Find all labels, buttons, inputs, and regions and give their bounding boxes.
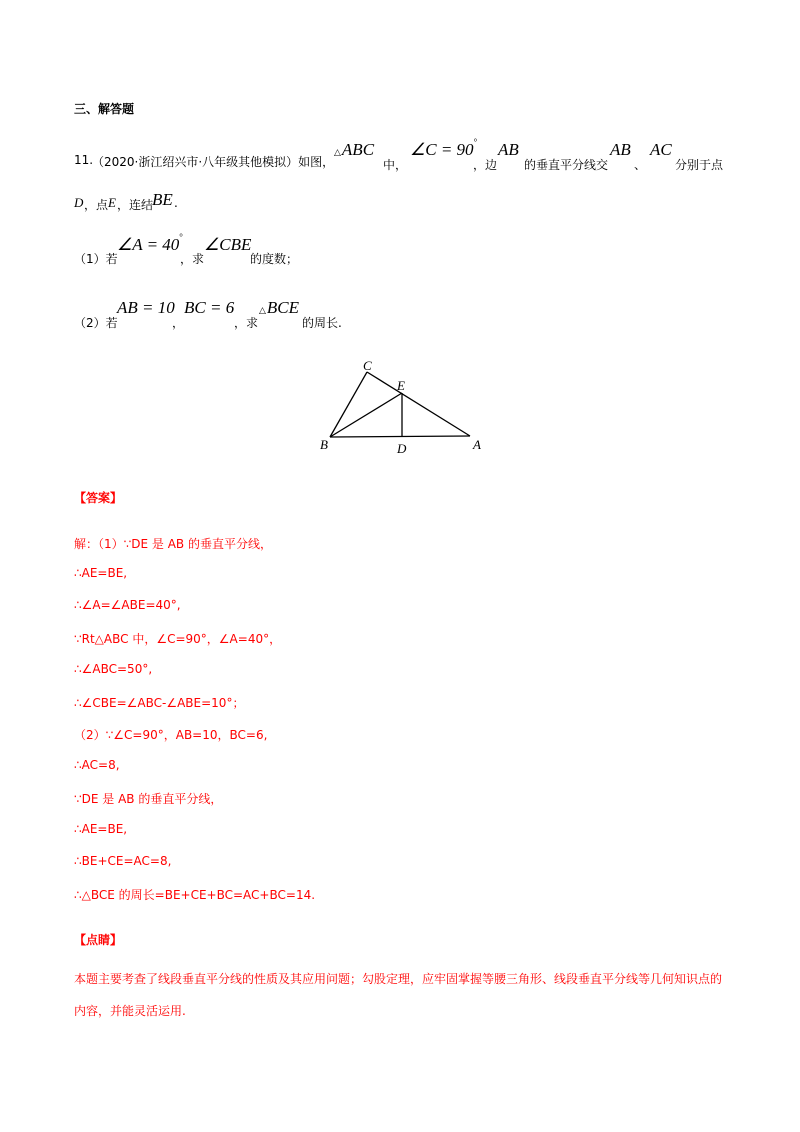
- label-c: C: [363, 358, 372, 373]
- segment-ba: [330, 436, 470, 437]
- question-text-point: ，点: [84, 198, 109, 212]
- part-2-comma: ，: [172, 316, 185, 330]
- section-title: 三、解答题: [74, 102, 135, 116]
- geometry-figure: [310, 355, 495, 460]
- label-d: D: [397, 441, 407, 456]
- answer-line: 解：（1）∵DE 是 AB 的垂直平分线，: [74, 537, 272, 551]
- comment-line-1: 本题主要考查了线段垂直平分线的性质及其应用问题；勾股定理，应牢固掌握等腰三角形、线段垂直平分线等几何知识点的: [74, 972, 723, 986]
- answer-heading: 【答案】: [74, 491, 123, 505]
- answer-line: （2）∵∠C=90°，AB=10，BC=6,: [74, 728, 268, 742]
- label-b: B: [320, 437, 328, 452]
- point-d: D: [74, 195, 84, 210]
- part-2-suffix: 的周长.: [302, 316, 342, 330]
- label-e: E: [397, 378, 405, 393]
- ab-equation: AB = 10: [117, 298, 175, 317]
- question-text-sep: 、: [634, 158, 647, 172]
- segment-ca: [367, 372, 470, 436]
- triangle-bce: △BCE: [259, 298, 300, 317]
- answer-line: ∴∠A=∠ABE=40°,: [74, 598, 181, 612]
- answer-line: ∴AC=8,: [74, 758, 120, 772]
- segment-ac: AC: [650, 140, 672, 159]
- question-text-end: .: [174, 196, 178, 210]
- question-text-perp: 的垂直平分线交: [524, 158, 609, 172]
- segment-bc: [330, 372, 367, 437]
- part-1-prefix: （1）若: [74, 252, 118, 266]
- angle-cbe: ∠CBE: [204, 235, 252, 254]
- answer-line: ∵Rt△ABC 中，∠C=90°，∠A=40°，: [74, 632, 282, 646]
- point-e: E: [108, 195, 116, 210]
- segment-ab: AB: [498, 140, 519, 159]
- label-a: A: [473, 437, 481, 452]
- question-text-edge: ，边: [473, 158, 498, 172]
- part-1-suffix: 的度数；: [250, 252, 299, 266]
- segment-be: BE: [152, 190, 173, 209]
- answer-line: ∴BE+CE=AC=8,: [74, 854, 172, 868]
- answer-line: ∴△BCE 的周长=BE+CE+BC=AC+BC=14.: [74, 888, 316, 902]
- part-2-mid: ，求: [234, 316, 259, 330]
- angle-c-equation: ∠C = 90°: [410, 137, 478, 159]
- answer-line: ∵DE 是 AB 的垂直平分线，: [74, 792, 223, 806]
- triangle-symbol-icon: △: [334, 148, 341, 158]
- triangle-abc: △ABC: [334, 140, 375, 159]
- question-text-connect: ，连结: [117, 198, 154, 212]
- comment-line-2: 内容，并能灵活运用.: [74, 1004, 186, 1018]
- answer-line: ∴∠CBE=∠ABC-∠ABE=10°；: [74, 696, 245, 710]
- segment-be: [330, 393, 402, 437]
- answer-line: ∴AE=BE,: [74, 822, 128, 836]
- triangle-symbol-icon: △: [259, 306, 266, 316]
- segment-ab-2: AB: [610, 140, 631, 159]
- comment-heading: 【点睛】: [74, 933, 123, 947]
- question-text-mid: 中，: [383, 158, 408, 172]
- bc-equation: BC = 6: [184, 298, 235, 317]
- angle-a-equation: ∠A = 40°: [117, 232, 183, 254]
- answer-line: ∴AE=BE,: [74, 566, 128, 580]
- question-number: 11.: [74, 153, 94, 167]
- part-1-mid: ，求: [180, 252, 205, 266]
- part-2-prefix: （2）若: [74, 316, 118, 330]
- answer-line: ∴∠ABC=50°,: [74, 662, 153, 676]
- question-source: （2020·浙江绍兴市·八年级其他模拟）如图，: [92, 155, 335, 169]
- question-text-meet: 分别于点: [675, 158, 724, 172]
